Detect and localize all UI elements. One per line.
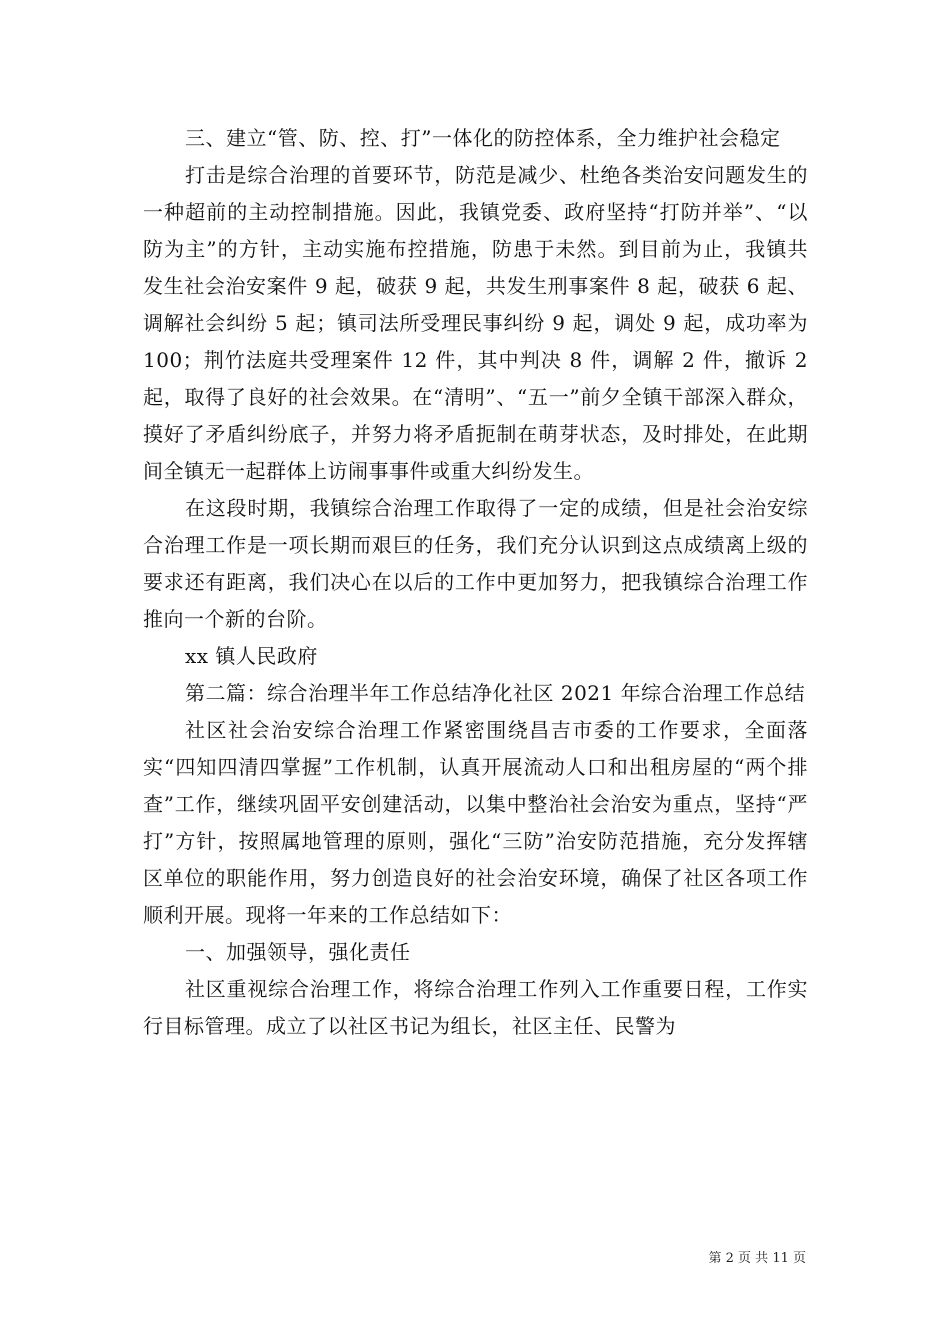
body-paragraph: 社区社会治安综合治理工作紧密围绕昌吉市委的工作要求，全面落实“四知四清四掌握”工作机制，认真开展流动人口和出租房屋的“两个排查”工作，继续巩固平安创建活动，以集中整治社会治安为重点，坚持“严打”方针，按照属地管理的原则，强化“三防”治安防范措施，充分发挥辖区单位的职能作用，努力创造良好的社会治安环境，确保了社区各项工作顺利开展。现将一年来的工作总结如下： [143,718,808,927]
body-paragraph: 打击是综合治理的首要环节，防范是减少、杜绝各类治安问题发生的一种超前的主动控制措施。因此，我镇党委、政府坚持“打防并举”、“以防为主”的方针，主动实施布控措施，防患于未然。到目前为止，我镇共发生社会治安案件 9 起，破获 9 起，共发生刑事案件 8 起，破获 6 起、调解社会纠纷 5 起；镇司法所受理民事纠纷 9 起，调处 9 起，成功率为 100；荆竹法庭共受理案件 12 件，其中判决 8 件，调解 2 件，撤诉 2 起，取得了良好的社会效果。在“清明”、“五一”前夕全镇干部深入群众，摸好了矛盾纠纷底子，并努力将矛盾扼制在萌芽状态，及时排处，在此期间全镇无一起群体上访闹事事件或重大纠纷发生。 [143,163,808,483]
page-indicator: 第 2 页 共 11 页 [708,1251,806,1266]
signature-line: xx 镇人民政府 [185,644,318,668]
body-paragraph: 在这段时期，我镇综合治理工作取得了一定的成绩，但是社会治安综合治理工作是一项长期而艰巨的任务，我们充分认识到这点成绩离上级的要求还有距离，我们决心在以后的工作中更加努力，把我镇综合治理工作推向一个新的台阶。 [143,496,808,631]
chapter-title: 第二篇：综合治理半年工作总结净化社区 2021 年综合治理工作总结 [185,681,806,705]
body-paragraph: 社区重视综合治理工作，将综合治理工作列入工作重要日程，工作实行目标管理。成立了以社区书记为组长，社区主任、民警为 [143,977,808,1038]
document-body [143,120,808,1045]
section-heading-one: 一、加强领导，强化责任 [185,940,411,964]
section-heading-three: 三、建立“管、防、控、打”一体化的防控体系，全力维护社会稳定 [185,126,781,150]
